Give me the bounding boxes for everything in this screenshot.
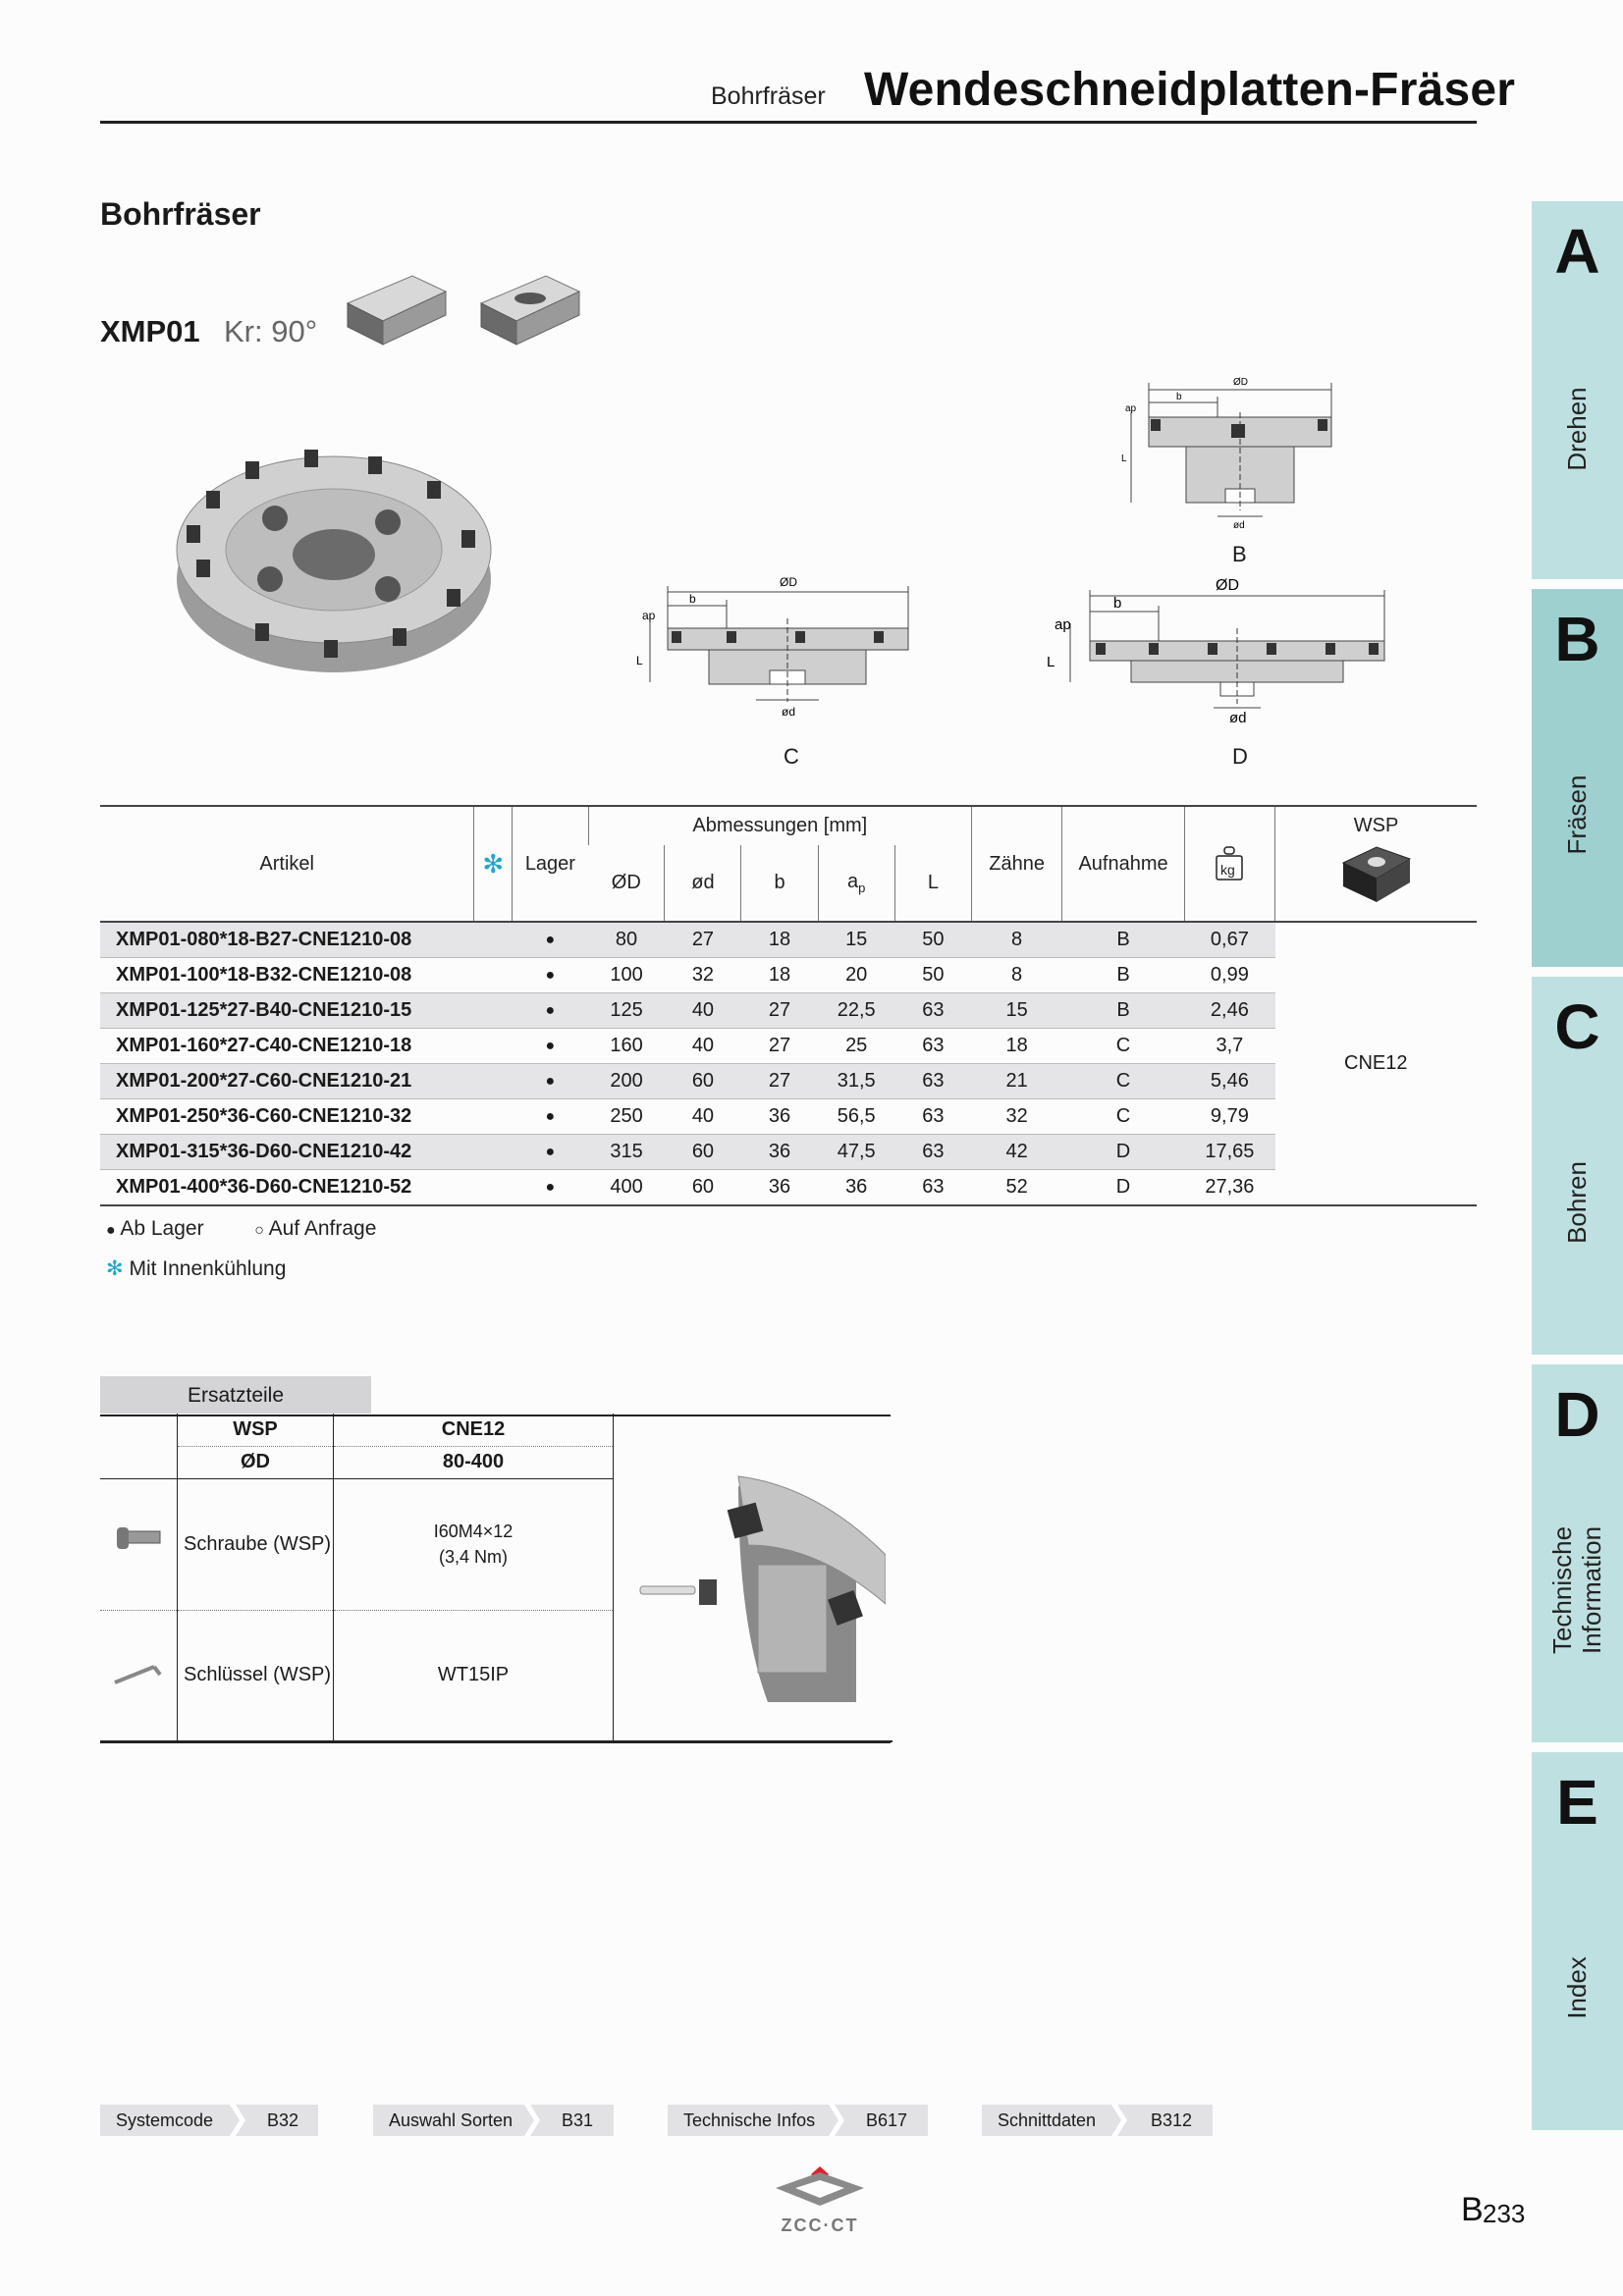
- cell-ap: 25: [818, 1029, 894, 1064]
- legend-coolant: [106, 1256, 286, 1281]
- tab-label: Fräsen: [1562, 774, 1592, 855]
- cell-artikel: XMP01-315*36-D60-CNE1210-42: [100, 1135, 474, 1170]
- cell-b: 36: [741, 1170, 818, 1206]
- drawing-b-dim-b: b: [1176, 392, 1182, 402]
- cell-l: 63: [894, 1064, 971, 1099]
- sp-screw-label: Schraube (WSP): [178, 1478, 334, 1610]
- cell-z: 8: [971, 922, 1061, 958]
- table-row: [100, 1064, 1477, 1099]
- drawing-b: [1109, 373, 1345, 569]
- cell-artikel: XMP01-400*36-D60-CNE1210-52: [100, 1170, 474, 1206]
- nav-label: Systemcode: [116, 2110, 214, 2130]
- drawing-d-dim-D: ØD: [1216, 577, 1239, 594]
- chevron-right-icon: [825, 2105, 844, 2136]
- cell-b: 36: [741, 1099, 818, 1135]
- drawing-c-dim-d: ød: [782, 705, 796, 719]
- key-icon: [109, 1653, 168, 1692]
- cell-d: 40: [665, 1029, 741, 1064]
- cell-d: 80: [588, 922, 665, 958]
- cell-lager: ●: [513, 993, 589, 1029]
- cell-aufnahme: C: [1062, 1099, 1184, 1135]
- coolant-icon: ✻: [474, 806, 513, 922]
- cell-kg: 0,99: [1184, 958, 1274, 993]
- cell-d: 125: [588, 993, 665, 1029]
- logo-text: ZCC·CT: [781, 2216, 859, 2235]
- cell-d: 200: [588, 1064, 665, 1099]
- tab-letter: C: [1554, 991, 1600, 1062]
- tab-letter: D: [1554, 1379, 1600, 1450]
- legend-ab-lager: Ab Lager: [120, 1217, 204, 1240]
- cell-z: 52: [971, 1170, 1061, 1206]
- cell-d: 60: [665, 1170, 741, 1206]
- legend-innenkuehlung: Mit Innenkühlung: [129, 1257, 287, 1280]
- zcc-ct-logo: [766, 2163, 874, 2241]
- cell-lager: ●: [513, 958, 589, 993]
- drawing-b-dim-d: ød: [1233, 520, 1245, 531]
- cell-z: 15: [971, 993, 1061, 1029]
- sp-screw-value-2: (3,4 Nm): [438, 1547, 508, 1567]
- sp-wsp-value: CNE12: [334, 1414, 614, 1446]
- sp-image-cell: [614, 1414, 893, 1741]
- cell-ap: 56,5: [818, 1099, 894, 1135]
- col-weight: [1184, 806, 1274, 922]
- solid-insert-icon: [344, 270, 452, 348]
- filled-dot-icon: ●: [106, 1222, 116, 1239]
- cell-aufnahme: B: [1062, 993, 1184, 1029]
- tab-letter: E: [1556, 1767, 1598, 1838]
- col-ap-sub: p: [858, 881, 866, 895]
- nav-label: Auswahl Sorten: [389, 2110, 514, 2130]
- drawing-b-dim-ap: ap: [1125, 403, 1137, 414]
- cell-d: 160: [588, 1029, 665, 1064]
- nav-label: Technische Infos: [683, 2110, 816, 2130]
- cell-coolant: [474, 958, 513, 993]
- cell-d: 60: [665, 1135, 741, 1170]
- holed-insert-icon: [477, 270, 585, 348]
- col-ap: [818, 845, 894, 922]
- col-ap-main: a: [847, 871, 859, 892]
- header-category: Bohrfräser: [711, 82, 826, 110]
- drawing-c-dim-b: b: [689, 592, 696, 606]
- tab-c-bohren[interactable]: [1532, 977, 1623, 1355]
- cell-b: 36: [741, 1135, 818, 1170]
- cell-coolant: [474, 1064, 513, 1099]
- cell-ap: 36: [818, 1170, 894, 1206]
- cell-b: 27: [741, 1064, 818, 1099]
- drawing-b-dim-D: ØD: [1233, 377, 1248, 388]
- cell-kg: 27,36: [1184, 1170, 1274, 1206]
- tab-label: Drehen: [1562, 387, 1592, 471]
- cell-aufnahme: D: [1062, 1170, 1184, 1206]
- tab-b-fraesen[interactable]: [1532, 589, 1623, 967]
- cell-l: 63: [894, 1170, 971, 1206]
- cell-lager: ●: [513, 1135, 589, 1170]
- spare-parts-title: Ersatzteile: [100, 1376, 371, 1414]
- col-zaehne: Zähne: [971, 806, 1061, 922]
- drawing-b-dim-L: L: [1121, 454, 1127, 464]
- col-lager: Lager: [513, 806, 589, 922]
- drawing-d-dim-b: b: [1113, 595, 1122, 612]
- chevron-right-icon: [226, 2105, 245, 2136]
- cell-d: 315: [588, 1135, 665, 1170]
- drawing-d-dim-d: ød: [1229, 710, 1247, 726]
- cell-d: 100: [588, 958, 665, 993]
- col-D: ØD: [611, 872, 641, 893]
- kr-angle: Kr: 90°: [224, 314, 318, 348]
- cell-z: 8: [971, 958, 1061, 993]
- cell-aufnahme: D: [1062, 1135, 1184, 1170]
- cell-artikel: XMP01-125*27-B40-CNE1210-15: [100, 993, 474, 1029]
- drawing-d: [1041, 574, 1394, 741]
- col-wsp: [1275, 806, 1477, 922]
- cell-ap: 15: [818, 922, 894, 958]
- drawing-c-label: C: [784, 744, 799, 769]
- cell-l: 63: [894, 1135, 971, 1170]
- table-row: [100, 958, 1477, 993]
- cell-ap: 31,5: [818, 1064, 894, 1099]
- header-divider: [100, 121, 1477, 124]
- cell-b: 27: [741, 993, 818, 1029]
- cell-aufnahme: B: [1062, 958, 1184, 993]
- cell-lager: ●: [513, 1029, 589, 1064]
- cell-d: 40: [665, 1099, 741, 1135]
- table-row: [100, 1170, 1477, 1206]
- page-title: Wendeschneidplatten-Fräser: [864, 64, 1516, 116]
- page-number: 233: [1483, 2199, 1526, 2228]
- drawing-d-label: D: [1232, 744, 1248, 769]
- cell-lager: ●: [513, 1099, 589, 1135]
- nav-label: Schnittdaten: [998, 2110, 1097, 2130]
- cell-coolant: [474, 1170, 513, 1206]
- cell-artikel: XMP01-200*27-C60-CNE1210-21: [100, 1064, 474, 1099]
- table-row: [100, 993, 1477, 1029]
- cell-z: 18: [971, 1029, 1061, 1064]
- cell-b: 18: [741, 922, 818, 958]
- table-row: [100, 922, 1477, 958]
- cell-d: 60: [665, 1064, 741, 1099]
- cell-l: 63: [894, 1099, 971, 1135]
- cell-d: 40: [665, 993, 741, 1029]
- model-code: XMP01: [100, 314, 200, 348]
- chevron-right-icon: [520, 2105, 540, 2136]
- drawing-c-dim-L: L: [636, 654, 643, 667]
- tab-letter: B: [1554, 604, 1600, 674]
- cell-ap: 20: [818, 958, 894, 993]
- cell-z: 32: [971, 1099, 1061, 1135]
- cell-coolant: [474, 1135, 513, 1170]
- col-aufnahme: Aufnahme: [1062, 806, 1184, 922]
- drawing-c: [628, 574, 923, 741]
- nav-technische-infos[interactable]: [668, 2105, 928, 2136]
- cell-l: 63: [894, 993, 971, 1029]
- cell-ap: 47,5: [818, 1135, 894, 1170]
- cell-artikel: XMP01-080*18-B27-CNE1210-08: [100, 922, 474, 958]
- spare-parts-table: [100, 1414, 893, 1742]
- cell-artikel: XMP01-250*36-C60-CNE1210-32: [100, 1099, 474, 1135]
- cell-l: 63: [894, 1029, 971, 1064]
- cell-l: 50: [894, 958, 971, 993]
- cell-d: 400: [588, 1170, 665, 1206]
- nav-systemcode[interactable]: [100, 2105, 318, 2136]
- open-dot-icon: ○: [254, 1222, 264, 1239]
- cell-wsp: CNE12: [1275, 922, 1477, 1205]
- nav-page: B31: [562, 2110, 594, 2130]
- sp-wsp-label: WSP: [178, 1414, 334, 1446]
- cell-coolant: [474, 922, 513, 958]
- sp-key-value: WT15IP: [334, 1610, 614, 1741]
- drawing-c-dim-D: ØD: [780, 575, 797, 589]
- nav-page: B617: [866, 2110, 908, 2130]
- cell-l: 50: [894, 922, 971, 958]
- chevron-right-icon: [1108, 2105, 1127, 2136]
- cell-kg: 0,67: [1184, 922, 1274, 958]
- col-L: L: [894, 845, 971, 922]
- tab-letter: A: [1554, 216, 1600, 287]
- table-row: [100, 1099, 1477, 1135]
- cell-aufnahme: C: [1062, 1064, 1184, 1099]
- sp-screw-value: [334, 1478, 614, 1610]
- sp-d-label: ØD: [178, 1446, 334, 1478]
- nav-page: B32: [267, 2110, 299, 2130]
- table-row: [100, 1029, 1477, 1064]
- cell-d: 32: [665, 958, 741, 993]
- sp-d-value: 80-400: [334, 1446, 614, 1478]
- col-d: ød: [665, 845, 741, 922]
- tab-label: Index: [1562, 1956, 1592, 2019]
- cell-kg: 17,65: [1184, 1135, 1274, 1170]
- cell-coolant: [474, 1029, 513, 1064]
- cell-coolant: [474, 1099, 513, 1135]
- weight-icon: [1215, 844, 1244, 883]
- drawing-c-dim-ap: ap: [642, 609, 656, 622]
- cell-coolant: [474, 993, 513, 1029]
- col-abmessungen: Abmessungen [mm]: [588, 806, 971, 845]
- weight-unit: kg: [1220, 862, 1236, 878]
- cell-ap: 22,5: [818, 993, 894, 1029]
- nav-schnittdaten[interactable]: [982, 2105, 1213, 2136]
- cell-aufnahme: B: [1062, 922, 1184, 958]
- col-artikel: Artikel: [259, 852, 314, 875]
- sp-screw-value-1: I60M4×12: [433, 1522, 514, 1541]
- cutter-detail-image: [621, 1447, 886, 1702]
- cell-d: 27: [665, 922, 741, 958]
- milling-cutter-image: [167, 432, 501, 687]
- page-letter: B: [1461, 2191, 1484, 2228]
- cell-z: 21: [971, 1064, 1061, 1099]
- tab-e-index[interactable]: [1532, 1752, 1623, 2130]
- section-title: Bohrfräser: [100, 196, 261, 232]
- tab-d-technische-information[interactable]: [1532, 1364, 1623, 1742]
- legend-stock: [106, 1217, 376, 1241]
- nav-page: B312: [1151, 2110, 1193, 2130]
- cell-kg: 2,46: [1184, 993, 1274, 1029]
- product-table: [100, 805, 1477, 1206]
- cell-lager: ●: [513, 922, 589, 958]
- cell-b: 27: [741, 1029, 818, 1064]
- tab-a-drehen[interactable]: [1532, 201, 1623, 579]
- cell-lager: ●: [513, 1170, 589, 1206]
- cell-kg: 9,79: [1184, 1099, 1274, 1135]
- coolant-icon: ✻: [106, 1257, 124, 1280]
- sp-key-label: Schlüssel (WSP): [178, 1610, 334, 1741]
- cell-kg: 3,7: [1184, 1029, 1274, 1064]
- drawing-d-dim-L: L: [1047, 654, 1055, 670]
- cell-lager: ●: [513, 1064, 589, 1099]
- nav-auswahl-sorten[interactable]: [373, 2105, 614, 2136]
- cell-b: 18: [741, 958, 818, 993]
- tab-label: Technische Information: [1547, 1525, 1606, 1655]
- cell-aufnahme: C: [1062, 1029, 1184, 1064]
- table-row: [100, 1135, 1477, 1170]
- cell-artikel: XMP01-100*18-B32-CNE1210-08: [100, 958, 474, 993]
- drawing-d-dim-ap: ap: [1055, 616, 1071, 633]
- tab-label: Bohren: [1562, 1161, 1592, 1244]
- drawing-b-label: B: [1232, 542, 1247, 566]
- cell-z: 42: [971, 1135, 1061, 1170]
- cell-artikel: XMP01-160*27-C40-CNE1210-18: [100, 1029, 474, 1064]
- wsp-insert-icon: [1337, 843, 1416, 906]
- legend-auf-anfrage: Auf Anfrage: [268, 1217, 377, 1240]
- screw-icon: [109, 1522, 168, 1561]
- col-b: b: [741, 845, 818, 922]
- wsp-header-label: WSP: [1353, 815, 1399, 836]
- cell-kg: 5,46: [1184, 1064, 1274, 1099]
- cell-d: 250: [588, 1099, 665, 1135]
- spare-parts-bottomline: [100, 1741, 891, 1743]
